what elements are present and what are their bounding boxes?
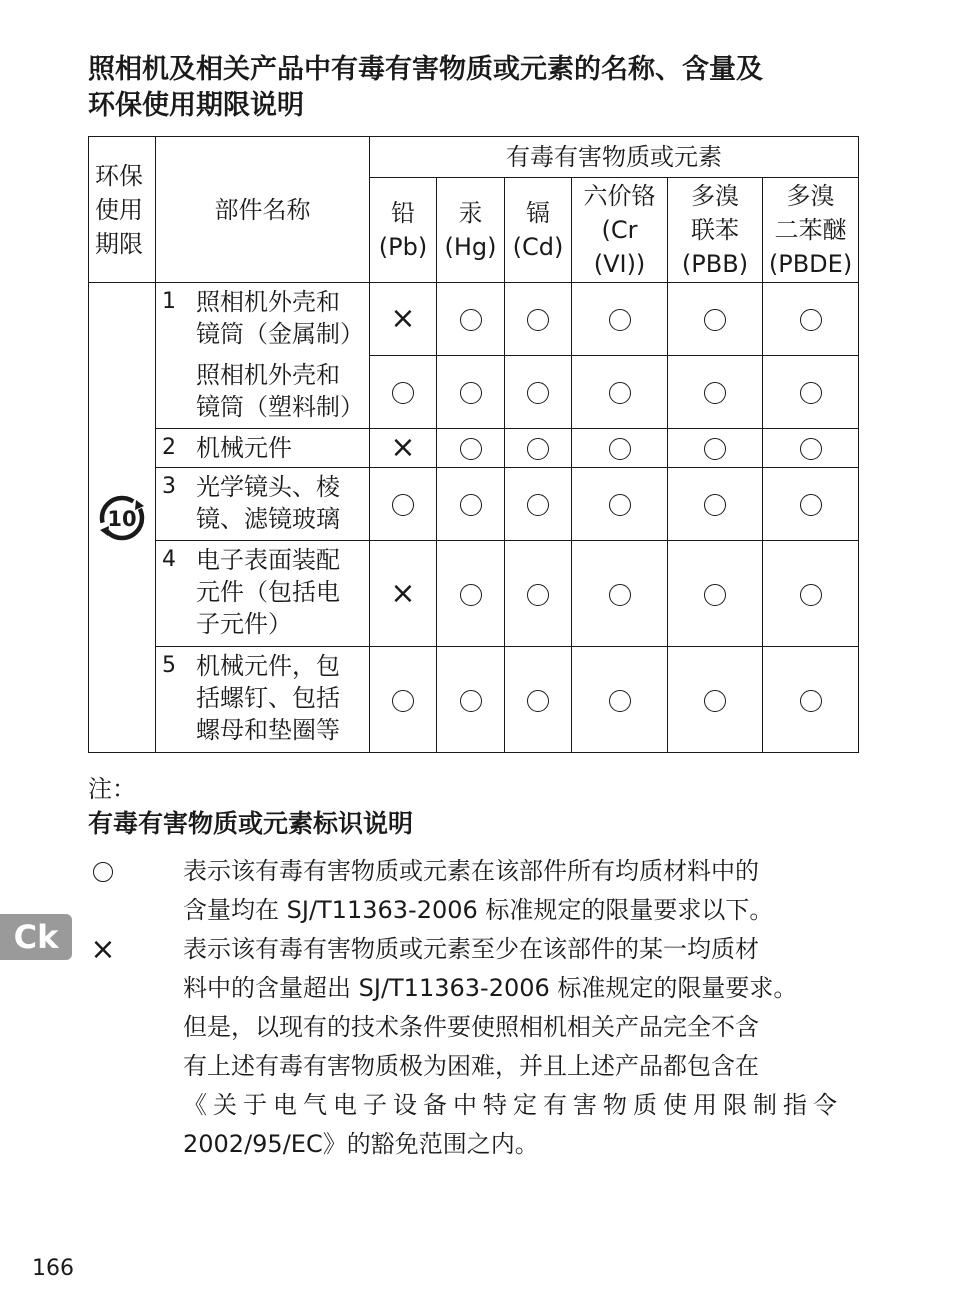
- mark-circle: [668, 429, 763, 468]
- part-name-cell: 1 照相机外壳和 镜筒（金属制）: [156, 283, 370, 356]
- table-row: [89, 429, 859, 468]
- legend-text-line: 但是，以现有的技术条件要使照相机相关产品完全不含: [183, 1013, 759, 1041]
- legend-text-line: 《关于电气电子设备中特定有害物质使用限制指令: [183, 1091, 843, 1119]
- note-heading: 有毒有害物质或元素标识说明: [88, 809, 414, 838]
- legend-text-line: 有上述有毒有害物质极为困难，并且上述产品都包含在: [183, 1052, 759, 1080]
- mark-circle: [505, 647, 572, 753]
- period-logo-cell: [89, 283, 156, 753]
- language-tab: Ck: [0, 914, 72, 960]
- part-name-cell: 5 机械元件，包 括螺钉、包括 螺母和垫圈等: [156, 647, 370, 753]
- mark-circle: [763, 541, 859, 647]
- page-title-line: 照相机及相关产品中有毒有害物质或元素的名称、含量及: [88, 54, 763, 85]
- header-substance-group: 有毒有害物质或元素: [370, 137, 859, 178]
- legend-text-line: 表示该有毒有害物质或元素至少在该部件的某一均质材: [183, 935, 759, 963]
- header-mercury: 汞 (Hg): [437, 178, 505, 283]
- header-period: 环保 使用 期限: [89, 137, 156, 283]
- mark-circle: [437, 647, 505, 753]
- mark-circle: [505, 429, 572, 468]
- table-row: [89, 468, 859, 541]
- mark-circle: [572, 541, 668, 647]
- mark-circle: [370, 356, 437, 429]
- mark-circle: [370, 468, 437, 541]
- mark-circle: [437, 468, 505, 541]
- mark-circle: [505, 283, 572, 356]
- mark-circle: [763, 647, 859, 753]
- notes-section: [88, 772, 868, 1164]
- hazardous-substances-table: [88, 136, 859, 753]
- circle-symbol-icon: [88, 852, 118, 891]
- part-name-cell: 2 机械元件: [156, 429, 370, 468]
- cross-symbol-icon: ×: [90, 932, 116, 967]
- table-row: [89, 283, 859, 356]
- header-pbde: 多溴 二苯醚 (PBDE): [763, 178, 859, 283]
- mark-circle: [668, 541, 763, 647]
- part-name-cell: 4 电子表面装配 元件（包括电 子元件）: [156, 541, 370, 647]
- header-part-name: 部件名称: [156, 137, 370, 283]
- mark-circle: [437, 429, 505, 468]
- eco-period-number: 10: [107, 506, 137, 531]
- mark-circle: [505, 541, 572, 647]
- legend-text-line: 料中的含量超出 SJ/T11363-2006 标准规定的限量要求。: [183, 974, 798, 1002]
- page-title: [88, 52, 868, 124]
- mark-circle: [572, 283, 668, 356]
- header-cadmium: 镉 (Cd): [505, 178, 572, 283]
- mark-circle: [437, 356, 505, 429]
- legend-circle-item: [88, 852, 868, 930]
- eco-period-10-icon: [96, 492, 148, 544]
- note-label: 注：: [88, 775, 136, 803]
- header-pbb: 多溴 联苯 (PBB): [668, 178, 763, 283]
- legend-text-line: 2002/95/EC》的豁免范围之内。: [183, 1130, 539, 1158]
- mark-circle: [763, 283, 859, 356]
- part-name-cell: 照相机外壳和 镜筒（塑料制）: [156, 356, 370, 429]
- mark-circle: [572, 429, 668, 468]
- mark-x: ×: [370, 429, 437, 468]
- mark-circle: [370, 647, 437, 753]
- mark-circle: [505, 468, 572, 541]
- mark-circle: [572, 647, 668, 753]
- table-row: [89, 541, 859, 647]
- mark-circle: [763, 429, 859, 468]
- header-lead: 铅 (Pb): [370, 178, 437, 283]
- mark-circle: [668, 356, 763, 429]
- part-name-cell: 3 光学镜头、棱 镜、滤镜玻璃: [156, 468, 370, 541]
- mark-circle: [572, 468, 668, 541]
- mark-circle: [668, 647, 763, 753]
- mark-circle: [668, 468, 763, 541]
- mark-circle: [505, 356, 572, 429]
- legend-x-item: [88, 930, 868, 1164]
- page-number: 166: [32, 1256, 74, 1281]
- mark-x: ×: [370, 541, 437, 647]
- mark-circle: [763, 356, 859, 429]
- table-row: [89, 647, 859, 753]
- table-row: [89, 356, 859, 429]
- header-chromium: 六价铬 (Cr (VI)): [572, 178, 668, 283]
- mark-circle: [437, 283, 505, 356]
- page-title-line: 环保使用期限说明: [88, 90, 304, 121]
- legend-text-line: 含量均在 SJ/T11363-2006 标准规定的限量要求以下。: [183, 896, 774, 924]
- mark-x: ×: [370, 283, 437, 356]
- mark-circle: [437, 541, 505, 647]
- legend-text-line: 表示该有毒有害物质或元素在该部件所有均质材料中的: [183, 857, 759, 885]
- mark-circle: [668, 283, 763, 356]
- mark-circle: [572, 356, 668, 429]
- mark-circle: [763, 468, 859, 541]
